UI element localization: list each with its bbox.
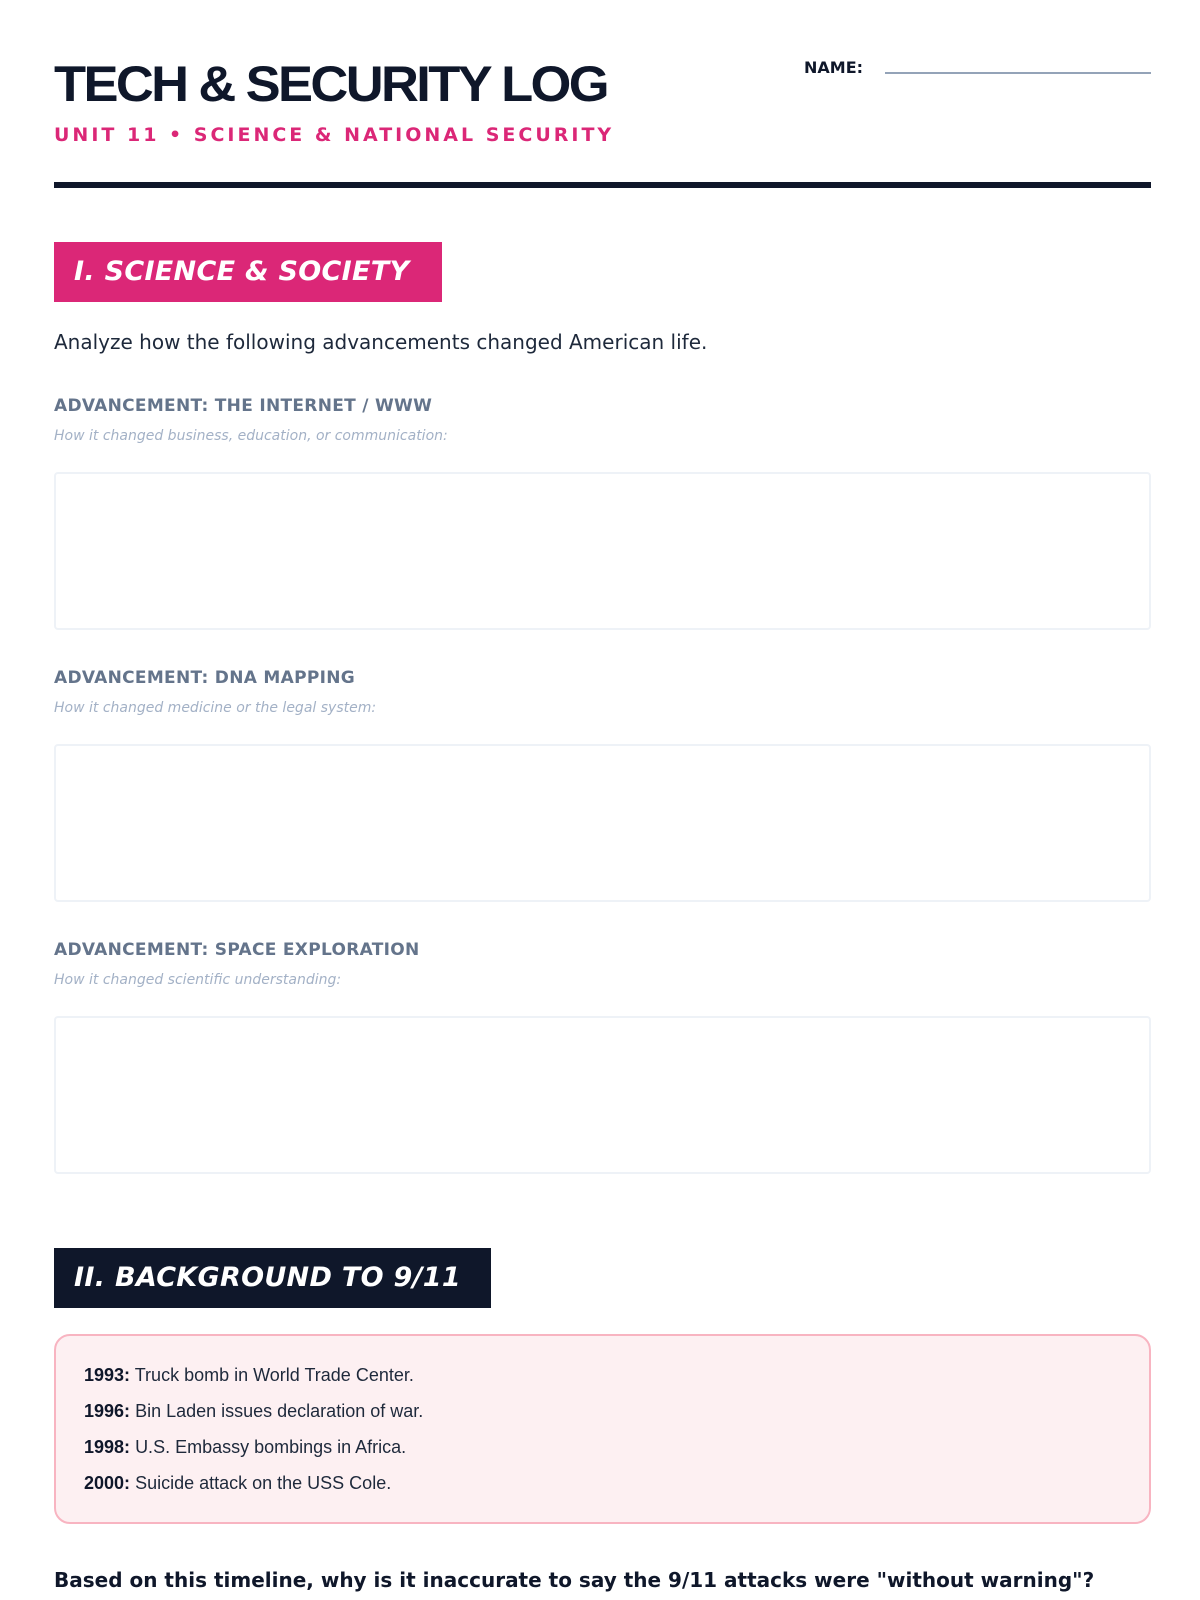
page-subtitle: UNIT 11 • SCIENCE & NATIONAL SECURITY <box>54 124 615 146</box>
section-1-instructions: Analyze how the following advancements changed American life. <box>54 330 708 354</box>
header-divider <box>54 182 1151 188</box>
name-label: NAME: <box>804 58 864 77</box>
page-title: TECH & SECURITY LOG <box>54 56 607 112</box>
answer-box-dna[interactable] <box>54 744 1151 902</box>
answer-box-internet[interactable] <box>54 472 1151 630</box>
timeline-year: 2000: <box>84 1473 131 1493</box>
timeline-item <box>84 1400 1121 1436</box>
timeline-year: 1993: <box>84 1365 131 1385</box>
worksheet-header <box>54 58 1151 188</box>
answer-box-space[interactable] <box>54 1016 1151 1174</box>
advancement-title-dna: ADVANCEMENT: DNA MAPPING <box>54 668 355 688</box>
advancement-title-space: ADVANCEMENT: SPACE EXPLORATION <box>54 940 420 960</box>
section-1-heading: I. SCIENCE & SOCIETY <box>54 242 442 302</box>
name-field[interactable] <box>804 58 1151 82</box>
timeline-item <box>84 1364 1121 1400</box>
worksheet-page <box>54 0 1151 1600</box>
timeline-item <box>84 1436 1121 1472</box>
advancement-title-internet: ADVANCEMENT: THE INTERNET / WWW <box>54 396 433 416</box>
timeline-event: Suicide attack on the USS Cole. <box>135 1473 392 1493</box>
timeline-event: Bin Laden issues declaration of war. <box>135 1401 424 1421</box>
timeline-event: Truck bomb in World Trade Center. <box>134 1365 414 1385</box>
advancement-hint-dna: How it changed medicine or the legal system: <box>54 700 377 716</box>
advancement-hint-internet: How it changed business, education, or communication: <box>54 428 448 444</box>
timeline-question: Based on this timeline, why is it inaccurate to say the 9/11 attacks were "without warning"? <box>54 1568 1095 1592</box>
timeline-year: 1996: <box>84 1401 131 1421</box>
timeline-event: U.S. Embassy bombings in Africa. <box>135 1437 407 1457</box>
timeline-box <box>54 1334 1151 1524</box>
advancement-hint-space: How it changed scientific understanding: <box>54 972 342 988</box>
name-input-line[interactable] <box>885 72 1151 74</box>
timeline-item <box>84 1472 1121 1508</box>
timeline-year: 1998: <box>84 1437 131 1457</box>
section-2-heading: II. BACKGROUND TO 9/11 <box>54 1248 491 1308</box>
